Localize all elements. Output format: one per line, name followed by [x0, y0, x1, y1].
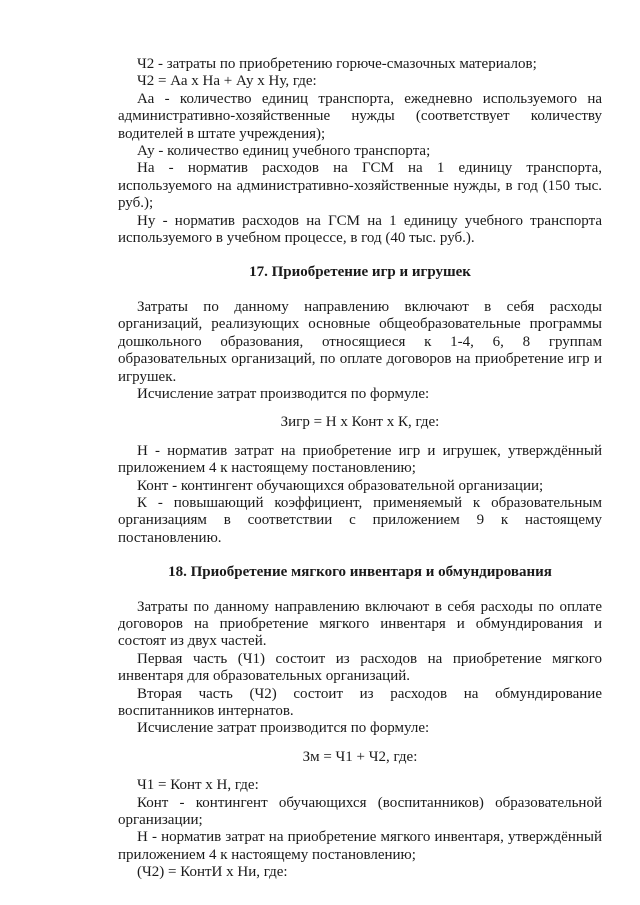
section-18-ch1-formula: Ч1 = Конт х Н, где:	[137, 777, 259, 794]
section-18-formula: Зм = Ч1 + Ч2, где:	[302, 748, 418, 765]
section-17-heading: 17. Приобретение игр и игрушек	[249, 264, 471, 281]
section-17-intro: Затраты по данному направлению включают в себя расходы организаций, реализующих основные общеобразовательные программы дошкольного образования, относящиеся к 1-4, 6, 8 группам образовательных организаций, по оплате договоров на приобретение игр и игрушек.	[118, 298, 602, 385]
paragraph-ch2-definition: Ч2 - затраты по приобретению горюче-смазочных материалов;	[137, 56, 537, 72]
section-18-part1: Первая часть (Ч1) состоит из расходов на приобретение мягкого инвентаря для образовательных организаций.	[118, 650, 602, 685]
section-17-n-definition: Н - норматив затрат на приобретение игр и игрушек, утверждённый приложением 4 к настоящему постановлению;	[118, 442, 602, 477]
paragraph-aa-definition: Аа - количество единиц транспорта, ежедневно используемого на административно-хозяйственные нужды (соответствует количеству водителей в штате учреждения);	[118, 90, 602, 142]
formula-ch2: Ч2 = Аа х На + Ау х Ну, где:	[137, 73, 317, 90]
section-17-formula-intro: Исчисление затрат производится по формуле:	[137, 385, 430, 402]
section-18-kont-definition: Конт - контингент обучающихся (воспитанников) образовательной организации;	[118, 794, 602, 829]
paragraph-nu-definition: Ну - норматив расходов на ГСМ на 1 единицу учебного транспорта используемого в учебном процессе, в год (40 тыс. руб.).	[118, 212, 602, 247]
section-18-part2: Вторая часть (Ч2) состоит из расходов на обмундирование воспитанников интернатов.	[118, 685, 602, 719]
section-18-ch2-formula: (Ч2) = КонтИ х Ни, где:	[137, 864, 288, 881]
section-18-heading: 18. Приобретение мягкого инвентаря и обмундирования	[168, 564, 552, 581]
section-18-n-definition: Н - норматив затрат на приобретение мягкого инвентаря, утверждённый приложением 4 к настоящему постановлению;	[118, 829, 602, 863]
section-17-kont-definition: Конт - контингент обучающихся образовательной организации;	[137, 477, 544, 494]
section-18-formula-intro: Исчисление затрат производится по формуле:	[137, 720, 430, 737]
section-17-formula: Зигр = Н х Конт х К, где:	[280, 414, 440, 431]
paragraph-na-definition: На - норматив расходов на ГСМ на 1 единицу транспорта, используемого на административно-хозяйственные нужды, в год (150 тыс. руб.);	[118, 160, 602, 212]
section-17-k-definition: К - повышающий коэффициент, применяемый к образовательным организациям в соответствии с приложением 9 к настоящему постановлению.	[118, 494, 602, 546]
paragraph-au-definition: Ау - количество единиц учебного транспорта;	[137, 143, 431, 160]
section-18-intro: Затраты по данному направлению включают в себя расходы по оплате договоров на приобретение мягкого инвентаря и обмундирования и состоят из двух частей.	[118, 598, 602, 650]
document-page	[118, 56, 602, 882]
